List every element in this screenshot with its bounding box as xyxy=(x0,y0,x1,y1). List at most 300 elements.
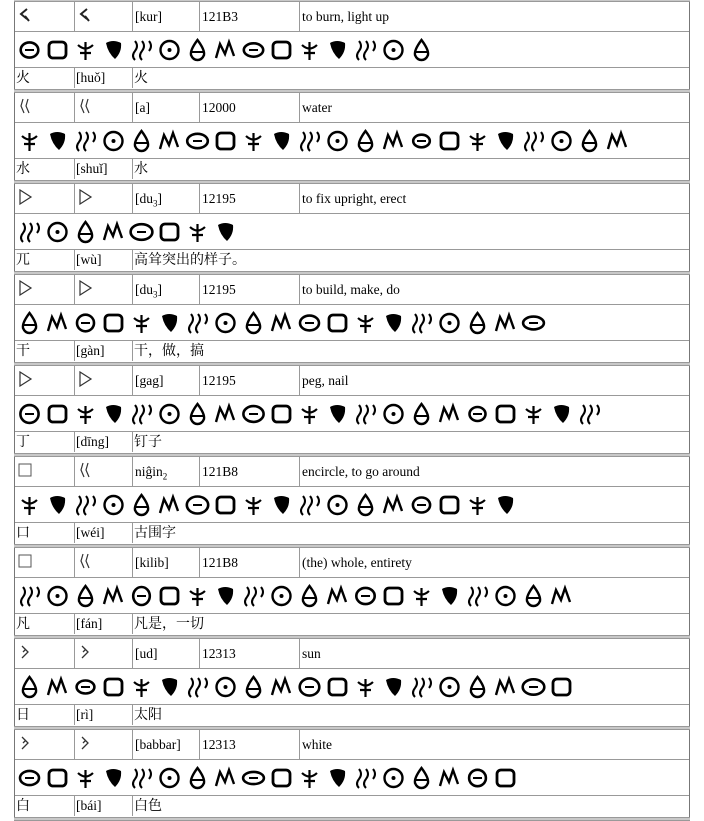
glyph-variant-icon xyxy=(268,36,295,63)
glyph-variant-icon xyxy=(184,36,211,63)
glyph-variant-icon xyxy=(268,764,295,791)
reading-text: [kur] xyxy=(135,9,162,24)
unicode-code-cell: 121B8 xyxy=(200,548,300,577)
hanzi-cell: 水 xyxy=(15,159,75,179)
meaning-cell: water xyxy=(302,100,332,115)
glyph-variant-icon xyxy=(548,582,575,609)
cuneiform-sign-cell xyxy=(15,639,75,668)
hanzi-cell: 丁 xyxy=(15,432,75,452)
meaning-cell: to build, make, do xyxy=(302,282,400,297)
sign-entry xyxy=(14,93,690,180)
sign-entry xyxy=(14,366,690,453)
glyph-variant-icon xyxy=(128,673,155,700)
glyph-variant-icon xyxy=(16,309,43,336)
sign-header-row xyxy=(15,457,689,487)
glyph-strip xyxy=(15,760,689,796)
glyph-variant-icon xyxy=(128,36,155,63)
glyph-variant-icon xyxy=(408,491,435,518)
glyph-variant-icon xyxy=(352,673,379,700)
glyph-variant-icon xyxy=(408,400,435,427)
glyph-strip xyxy=(15,32,689,68)
glyph-variant-icon xyxy=(324,309,351,336)
glyph-variant-icon xyxy=(156,218,183,245)
variant-sign-cell xyxy=(75,184,133,213)
glyph-variant-icon xyxy=(240,491,267,518)
chinese-row xyxy=(15,68,689,88)
reading-cell xyxy=(133,548,200,577)
chinese-row xyxy=(15,796,689,816)
meaning-cell: encircle, to go around xyxy=(302,464,420,479)
glyph-variant-icon xyxy=(212,36,239,63)
reading-text: [ud] xyxy=(135,646,158,661)
sign-header-row xyxy=(15,366,689,396)
sign-entry xyxy=(14,639,690,726)
chinese-gloss-cell: 干，做，搞 xyxy=(134,343,204,359)
chinese-gloss-cell: 凡是，一切 xyxy=(134,616,204,632)
cuneiform-ud-icon xyxy=(17,736,33,751)
glyph-variant-icon xyxy=(520,582,547,609)
cuneiform-ud-icon xyxy=(17,645,33,660)
glyph-variant-icon xyxy=(16,491,43,518)
glyph-variant-icon xyxy=(128,309,155,336)
reading-text: [a] xyxy=(135,100,150,115)
hanzi-cell: 白 xyxy=(15,796,75,816)
reading-cell xyxy=(133,639,200,668)
pinyin-cell: [dīng] xyxy=(75,432,133,452)
glyph-variant-icon xyxy=(268,491,295,518)
glyph-variant-icon xyxy=(324,36,351,63)
glyph-variant-icon xyxy=(212,218,239,245)
glyph-variant-icon xyxy=(380,673,407,700)
glyph-variant-icon xyxy=(100,491,127,518)
cuneiform-sign-cell xyxy=(15,730,75,759)
glyph-variant-icon xyxy=(436,582,463,609)
glyph-variant-icon xyxy=(548,673,575,700)
glyph-variant-icon xyxy=(268,127,295,154)
glyph-variant-icon xyxy=(296,309,323,336)
glyph-variant-icon xyxy=(268,582,295,609)
variant-sign-cell xyxy=(75,2,133,31)
glyph-variant-icon xyxy=(72,127,99,154)
glyph-variant-icon xyxy=(492,127,519,154)
chinese-row xyxy=(15,523,689,543)
box-sign-icon xyxy=(17,463,33,478)
glyph-variant-icon xyxy=(240,400,267,427)
cuneiform-nigin-variant-icon xyxy=(77,463,93,478)
sign-list-table xyxy=(14,0,690,821)
pinyin-cell: [huǒ] xyxy=(75,68,133,88)
glyph-variant-icon xyxy=(268,673,295,700)
glyph-variant-icon xyxy=(296,764,323,791)
glyph-variant-icon xyxy=(492,491,519,518)
cuneiform-kur-icon xyxy=(17,8,33,23)
variant-sign-cell xyxy=(75,548,133,577)
cuneiform-sign-cell xyxy=(15,93,75,122)
row-separator xyxy=(14,817,690,821)
glyph-variant-icon xyxy=(492,400,519,427)
reading-close: ] xyxy=(157,282,162,297)
variant-sign-cell xyxy=(75,730,133,759)
glyph-strip xyxy=(15,123,689,159)
unicode-code-cell: 12195 xyxy=(200,184,300,213)
glyph-variant-icon xyxy=(128,400,155,427)
sign-header-row xyxy=(15,639,689,669)
chinese-row xyxy=(15,432,689,452)
glyph-variant-icon xyxy=(184,218,211,245)
glyph-variant-icon xyxy=(464,400,491,427)
chinese-row xyxy=(15,705,689,725)
glyph-variant-icon xyxy=(352,127,379,154)
reading-subscript: 3 xyxy=(153,198,158,209)
glyph-variant-icon xyxy=(128,127,155,154)
glyph-variant-icon xyxy=(408,582,435,609)
glyph-variant-icon xyxy=(464,127,491,154)
cuneiform-sign-cell xyxy=(15,366,75,395)
glyph-variant-icon xyxy=(72,218,99,245)
glyph-variant-icon xyxy=(156,582,183,609)
glyph-variant-icon xyxy=(296,582,323,609)
glyph-variant-icon xyxy=(464,673,491,700)
cuneiform-kur-variant-icon xyxy=(77,8,93,23)
sign-header-row xyxy=(15,730,689,760)
chinese-gloss-cell: 高耸突出的样子。 xyxy=(134,252,246,268)
sign-header-row xyxy=(15,275,689,305)
glyph-variant-icon xyxy=(324,673,351,700)
cuneiform-gag-icon xyxy=(17,372,33,387)
glyph-variant-icon xyxy=(156,491,183,518)
glyph-variant-icon xyxy=(184,491,211,518)
pinyin-cell: [gàn] xyxy=(75,341,133,361)
glyph-variant-icon xyxy=(100,673,127,700)
hanzi-cell: 口 xyxy=(15,523,75,543)
glyph-variant-icon xyxy=(352,491,379,518)
glyph-variant-icon xyxy=(352,309,379,336)
cuneiform-sign-cell xyxy=(15,2,75,31)
glyph-variant-icon xyxy=(212,582,239,609)
glyph-strip xyxy=(15,305,689,341)
glyph-variant-icon xyxy=(408,673,435,700)
glyph-variant-icon xyxy=(16,764,43,791)
glyph-variant-icon xyxy=(520,400,547,427)
glyph-variant-icon xyxy=(16,127,43,154)
pinyin-cell: [wù] xyxy=(75,250,133,270)
sign-entry xyxy=(14,730,690,817)
variant-sign-cell xyxy=(75,366,133,395)
reading-cell xyxy=(133,730,200,759)
glyph-variant-icon xyxy=(380,582,407,609)
chinese-gloss-cell: 太阳 xyxy=(134,707,162,723)
meaning-cell: (the) whole, entirety xyxy=(302,555,412,570)
glyph-variant-icon xyxy=(72,36,99,63)
glyph-variant-icon xyxy=(128,764,155,791)
glyph-variant-icon xyxy=(576,400,603,427)
glyph-variant-icon xyxy=(240,764,267,791)
glyph-variant-icon xyxy=(296,36,323,63)
cuneiform-du3-icon xyxy=(17,281,33,296)
glyph-variant-icon xyxy=(296,127,323,154)
glyph-variant-icon xyxy=(212,400,239,427)
glyph-variant-icon xyxy=(184,400,211,427)
cuneiform-sign-cell xyxy=(15,275,75,304)
reading-cell xyxy=(133,93,200,122)
chinese-gloss-cell: 火 xyxy=(134,70,148,86)
chinese-gloss-cell: 钉子 xyxy=(134,434,162,450)
reading-cell xyxy=(133,184,200,213)
glyph-variant-icon xyxy=(44,673,71,700)
glyph-variant-icon xyxy=(464,582,491,609)
glyph-variant-icon xyxy=(408,764,435,791)
reading-cell xyxy=(133,366,200,395)
unicode-code-cell: 12195 xyxy=(200,366,300,395)
cuneiform-ud-variant-icon xyxy=(77,736,93,751)
glyph-variant-icon xyxy=(156,36,183,63)
glyph-variant-icon xyxy=(380,36,407,63)
glyph-variant-icon xyxy=(436,400,463,427)
glyph-variant-icon xyxy=(324,400,351,427)
reading-subscript: 3 xyxy=(153,289,158,300)
hanzi-cell: 凡 xyxy=(15,614,75,634)
chinese-gloss-cell: 水 xyxy=(134,161,148,177)
glyph-variant-icon xyxy=(240,127,267,154)
glyph-variant-icon xyxy=(296,673,323,700)
variant-sign-cell xyxy=(75,457,133,486)
glyph-variant-icon xyxy=(436,673,463,700)
glyph-variant-icon xyxy=(296,400,323,427)
glyph-variant-icon xyxy=(380,764,407,791)
pinyin-cell: [rì] xyxy=(75,705,133,725)
chinese-row xyxy=(15,341,689,361)
cuneiform-a-icon xyxy=(17,99,33,114)
cuneiform-du3-variant-icon xyxy=(77,281,93,296)
chinese-row xyxy=(15,250,689,270)
cuneiform-gag-variant-icon xyxy=(77,372,93,387)
glyph-variant-icon xyxy=(408,127,435,154)
glyph-variant-icon xyxy=(156,127,183,154)
glyph-variant-icon xyxy=(44,582,71,609)
glyph-variant-icon xyxy=(520,673,547,700)
glyph-variant-icon xyxy=(212,127,239,154)
glyph-variant-icon xyxy=(492,582,519,609)
meaning-cell: peg, nail xyxy=(302,373,349,388)
sign-header-row xyxy=(15,548,689,578)
glyph-strip xyxy=(15,396,689,432)
glyph-variant-icon xyxy=(240,36,267,63)
sign-entry xyxy=(14,184,690,271)
glyph-variant-icon xyxy=(44,218,71,245)
glyph-variant-icon xyxy=(184,673,211,700)
cuneiform-sign-cell xyxy=(15,457,75,486)
glyph-variant-icon xyxy=(72,582,99,609)
glyph-variant-icon xyxy=(44,400,71,427)
reading-subscript: 2 xyxy=(162,471,168,482)
glyph-variant-icon xyxy=(100,400,127,427)
glyph-variant-icon xyxy=(100,582,127,609)
glyph-variant-icon xyxy=(464,491,491,518)
cuneiform-a-variant-icon xyxy=(77,99,93,114)
glyph-variant-icon xyxy=(380,491,407,518)
glyph-variant-icon xyxy=(44,764,71,791)
variant-sign-cell xyxy=(75,639,133,668)
cuneiform-du3-variant-icon xyxy=(77,190,93,205)
glyph-strip xyxy=(15,214,689,250)
glyph-variant-icon xyxy=(16,582,43,609)
glyph-variant-icon xyxy=(492,673,519,700)
sign-entry xyxy=(14,2,690,89)
reading-text: [kilib] xyxy=(135,555,169,570)
glyph-variant-icon xyxy=(436,127,463,154)
variant-sign-cell xyxy=(75,93,133,122)
glyph-variant-icon xyxy=(464,764,491,791)
glyph-variant-icon xyxy=(212,309,239,336)
glyph-variant-icon xyxy=(128,491,155,518)
unicode-code-cell: 12000 xyxy=(200,93,300,122)
glyph-variant-icon xyxy=(268,400,295,427)
sign-header-row xyxy=(15,184,689,214)
glyph-variant-icon xyxy=(184,582,211,609)
sign-entry xyxy=(14,548,690,635)
unicode-code-cell: 121B8 xyxy=(200,457,300,486)
glyph-variant-icon xyxy=(100,764,127,791)
glyph-variant-icon xyxy=(100,309,127,336)
cuneiform-ud-variant-icon xyxy=(77,645,93,660)
glyph-variant-icon xyxy=(212,764,239,791)
reading-cell xyxy=(133,457,200,486)
glyph-variant-icon xyxy=(44,491,71,518)
unicode-code-cell: 12313 xyxy=(200,730,300,759)
cuneiform-du3-icon xyxy=(17,190,33,205)
reading-cell xyxy=(133,275,200,304)
glyph-variant-icon xyxy=(268,309,295,336)
reading-close: ] xyxy=(157,191,162,206)
glyph-variant-icon xyxy=(436,309,463,336)
chinese-row xyxy=(15,159,689,179)
unicode-code-cell: 121B3 xyxy=(200,2,300,31)
glyph-variant-icon xyxy=(240,309,267,336)
glyph-variant-icon xyxy=(128,218,155,245)
reading-cell xyxy=(133,2,200,31)
glyph-variant-icon xyxy=(212,673,239,700)
glyph-variant-icon xyxy=(44,36,71,63)
chinese-gloss-cell: 白色 xyxy=(134,798,162,814)
meaning-cell: sun xyxy=(302,646,321,661)
unicode-code-cell: 12195 xyxy=(200,275,300,304)
glyph-variant-icon xyxy=(380,309,407,336)
glyph-variant-icon xyxy=(324,491,351,518)
sign-entry xyxy=(14,457,690,544)
chinese-row xyxy=(15,614,689,634)
glyph-variant-icon xyxy=(520,127,547,154)
glyph-variant-icon xyxy=(408,36,435,63)
glyph-variant-icon xyxy=(604,127,631,154)
glyph-variant-icon xyxy=(100,36,127,63)
reading-text: [du xyxy=(135,191,153,206)
glyph-variant-icon xyxy=(324,127,351,154)
glyph-variant-icon xyxy=(436,764,463,791)
glyph-strip xyxy=(15,487,689,523)
pinyin-cell: [bái] xyxy=(75,796,133,816)
glyph-variant-icon xyxy=(212,491,239,518)
glyph-variant-icon xyxy=(520,309,547,336)
glyph-variant-icon xyxy=(548,400,575,427)
hanzi-cell: 干 xyxy=(15,341,75,361)
pinyin-cell: [shuǐ] xyxy=(75,159,133,179)
meaning-cell: to fix upright, erect xyxy=(302,191,407,206)
glyph-variant-icon xyxy=(16,36,43,63)
glyph-variant-icon xyxy=(184,127,211,154)
glyph-variant-icon xyxy=(128,582,155,609)
glyph-variant-icon xyxy=(44,127,71,154)
glyph-variant-icon xyxy=(44,309,71,336)
glyph-variant-icon xyxy=(240,673,267,700)
glyph-variant-icon xyxy=(324,582,351,609)
sign-header-row xyxy=(15,93,689,123)
glyph-variant-icon xyxy=(156,764,183,791)
hanzi-cell: 兀 xyxy=(15,250,75,270)
glyph-variant-icon xyxy=(156,400,183,427)
glyph-variant-icon xyxy=(548,127,575,154)
cuneiform-sign-cell xyxy=(15,184,75,213)
glyph-variant-icon xyxy=(492,764,519,791)
glyph-variant-icon xyxy=(184,309,211,336)
glyph-variant-icon xyxy=(16,673,43,700)
glyph-variant-icon xyxy=(72,400,99,427)
glyph-variant-icon xyxy=(156,309,183,336)
unicode-code-cell: 12313 xyxy=(200,639,300,668)
pinyin-cell: [fán] xyxy=(75,614,133,634)
glyph-variant-icon xyxy=(100,127,127,154)
glyph-strip xyxy=(15,669,689,705)
glyph-strip xyxy=(15,578,689,614)
box-sign-icon xyxy=(17,554,33,569)
cuneiform-nigin-variant-icon xyxy=(77,554,93,569)
glyph-variant-icon xyxy=(492,309,519,336)
reading-text: niĝin xyxy=(135,464,163,479)
reading-text: [babbar] xyxy=(135,737,181,752)
glyph-variant-icon xyxy=(352,764,379,791)
glyph-variant-icon xyxy=(324,764,351,791)
glyph-variant-icon xyxy=(184,764,211,791)
glyph-variant-icon xyxy=(352,400,379,427)
glyph-variant-icon xyxy=(16,218,43,245)
glyph-variant-icon xyxy=(72,764,99,791)
glyph-variant-icon xyxy=(408,309,435,336)
glyph-variant-icon xyxy=(464,309,491,336)
glyph-variant-icon xyxy=(156,673,183,700)
meaning-cell: white xyxy=(302,737,332,752)
reading-text: [du xyxy=(135,282,153,297)
glyph-variant-icon xyxy=(380,127,407,154)
sign-header-row xyxy=(15,2,689,32)
glyph-variant-icon xyxy=(240,582,267,609)
meaning-cell: to burn, light up xyxy=(302,9,389,24)
glyph-variant-icon xyxy=(296,491,323,518)
glyph-variant-icon xyxy=(100,218,127,245)
glyph-variant-icon xyxy=(72,491,99,518)
hanzi-cell: 火 xyxy=(15,68,75,88)
variant-sign-cell xyxy=(75,275,133,304)
chinese-gloss-cell: 古围字 xyxy=(134,525,176,541)
glyph-variant-icon xyxy=(72,309,99,336)
glyph-variant-icon xyxy=(436,491,463,518)
reading-text: [gag] xyxy=(135,373,164,388)
cuneiform-sign-cell xyxy=(15,548,75,577)
glyph-variant-icon xyxy=(380,400,407,427)
glyph-variant-icon xyxy=(352,582,379,609)
sign-entry xyxy=(14,275,690,362)
pinyin-cell: [wéi] xyxy=(75,523,133,543)
glyph-variant-icon xyxy=(72,673,99,700)
glyph-variant-icon xyxy=(576,127,603,154)
